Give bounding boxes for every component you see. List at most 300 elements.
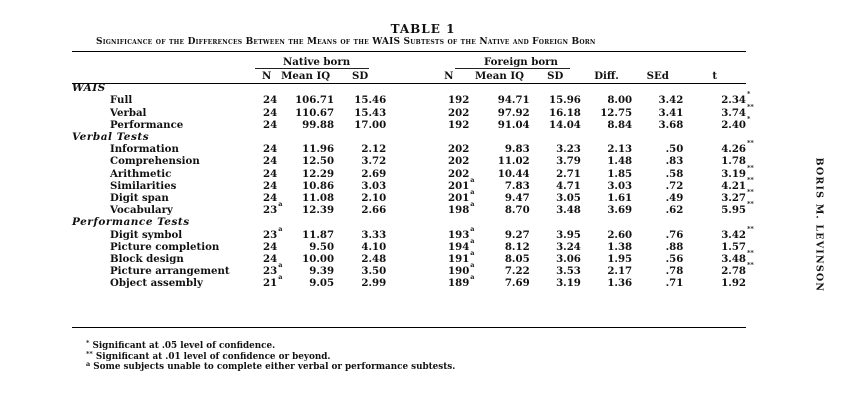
subtest-label <box>72 119 256 131</box>
footnote: $^a$ Some subjects unable to complete either verbal or performance subtests. <box>86 360 456 372</box>
sed-value <box>632 277 683 289</box>
sd-native-text: 2.48 <box>361 253 387 266</box>
running-head-text: BORIS M. LEVINSON <box>813 157 825 293</box>
mean-iq-native-text: 9.05 <box>309 277 335 290</box>
mean-iq-foreign <box>469 168 529 180</box>
n-native-text: 24 <box>263 167 278 180</box>
section-heading-row <box>72 131 746 143</box>
subtest-label-text: Picture completion <box>110 240 220 253</box>
n-foreign-text: 192 <box>448 94 470 107</box>
diff-value <box>581 229 632 241</box>
table-row <box>72 168 746 180</box>
section-heading: Performance Tests <box>72 216 190 229</box>
sed-value <box>632 94 683 106</box>
sed-value <box>632 229 683 241</box>
sd-native-text: 2.99 <box>361 277 387 290</box>
n-native: 23 a <box>263 224 283 241</box>
subtest-label-text: Block design <box>110 253 184 266</box>
n-foreign-text: 201 <box>448 192 470 205</box>
n-native-text: 24 <box>263 143 278 156</box>
footnote: ** Significant at .01 level of confidence or beyond. <box>86 349 331 362</box>
table-title: Significance of the Differences Between the Means of the WAIS Subtests of the Native and Foreign Born <box>96 37 596 47</box>
mean-iq-foreign-text: 11.02 <box>497 155 530 168</box>
t-value-text: 4.26 <box>721 143 746 156</box>
diff-value <box>581 265 632 277</box>
table-row <box>72 265 746 277</box>
sd-foreign <box>530 143 581 155</box>
n-native <box>256 155 277 167</box>
mean-iq-foreign-text: 10.44 <box>497 167 530 180</box>
table-row <box>72 119 746 131</box>
sd-foreign-text: 16.18 <box>548 106 581 119</box>
t-value <box>683 241 746 253</box>
mean-iq-native <box>277 192 334 204</box>
subtest-label <box>72 155 256 167</box>
mean-iq-native <box>277 265 334 277</box>
table-row <box>72 107 746 119</box>
n-native-text: 23 <box>263 204 278 217</box>
n-foreign: 198 a <box>448 200 475 217</box>
sd-foreign <box>530 119 581 131</box>
n-foreign-text: 189 <box>448 277 470 290</box>
diff-value <box>581 143 632 155</box>
t-value-text: 2.40 <box>721 118 746 131</box>
sd-foreign-text: 3.19 <box>556 277 581 290</box>
n-foreign-text: 202 <box>448 106 470 119</box>
table-row <box>72 143 746 155</box>
mean-iq-foreign <box>469 229 529 241</box>
sed-value <box>632 204 683 216</box>
diff-value <box>581 107 632 119</box>
diff-value-text: 3.03 <box>607 179 633 192</box>
n-native: 21 a <box>263 273 283 290</box>
mean-iq-foreign <box>469 180 529 192</box>
mean-iq-native-text: 11.96 <box>302 143 335 156</box>
sd-native-text: 3.50 <box>361 265 387 278</box>
n-foreign-text: 193 <box>448 228 470 241</box>
subtest-label-text: Performance <box>110 118 184 131</box>
sd-foreign-text: 15.96 <box>548 94 581 107</box>
t-value-text: 3.27 <box>721 192 746 205</box>
mean-iq-native <box>277 253 334 265</box>
sd-native-text: 17.00 <box>354 118 387 131</box>
n-native-text: 24 <box>263 240 278 253</box>
mean-iq-native-text: 11.87 <box>302 228 335 241</box>
n-foreign: 194 a <box>448 236 475 253</box>
subtest-label <box>72 168 256 180</box>
mean-iq-foreign <box>469 253 529 265</box>
n-foreign-text: 194 <box>448 240 470 253</box>
n-native-text: 24 <box>263 94 278 107</box>
diff-value-text: 1.48 <box>607 155 633 168</box>
sd-foreign-text: 3.53 <box>556 265 581 278</box>
sd-foreign <box>530 155 581 167</box>
mean-iq-foreign-text: 94.71 <box>497 94 530 107</box>
mean-iq-foreign <box>469 204 529 216</box>
n-native <box>256 192 277 204</box>
n-foreign-text: 190 <box>448 265 470 278</box>
n-foreign <box>428 168 469 180</box>
sd-native <box>334 277 386 289</box>
sd-native <box>334 229 386 241</box>
col-header-sd-native: SD <box>352 70 369 82</box>
t-value-text: 1.92 <box>721 277 746 290</box>
sd-native <box>334 94 386 106</box>
n-native <box>256 94 277 106</box>
diff-value <box>581 253 632 265</box>
sed-value <box>632 180 683 192</box>
mean-iq-foreign-text: 7.83 <box>504 179 530 192</box>
footnotes <box>86 341 455 373</box>
group-foreign-label: Foreign born <box>484 56 558 68</box>
running-head <box>803 157 825 293</box>
sd-foreign <box>530 180 581 192</box>
diff-value <box>581 180 632 192</box>
col-header-t: t <box>712 70 718 82</box>
t-value: 4.26 ** <box>721 139 754 156</box>
sed-value <box>632 192 683 204</box>
sed-value-text: .50 <box>665 143 684 156</box>
sd-foreign <box>530 94 581 106</box>
table-row <box>72 180 746 192</box>
t-value: 3.74 ** <box>721 102 754 119</box>
subtest-label-text: Object assembly <box>110 277 203 290</box>
table-row <box>72 155 746 167</box>
subtest-label <box>72 107 256 119</box>
t-value-text: 1.57 <box>721 240 746 253</box>
sed-value-text: .56 <box>665 253 684 266</box>
sd-native-text: 3.03 <box>361 179 387 192</box>
native-group-rule <box>255 68 369 69</box>
diff-value <box>581 204 632 216</box>
mean-iq-foreign <box>469 119 529 131</box>
subtest-label <box>72 204 256 216</box>
diff-value <box>581 277 632 289</box>
mean-iq-foreign <box>469 94 529 106</box>
wais-table <box>72 70 754 290</box>
n-native: 23 a <box>263 200 283 217</box>
sd-foreign-text: 3.24 <box>556 240 581 253</box>
subtest-label <box>72 241 256 253</box>
sed-value-text: 3.42 <box>658 94 684 107</box>
subtest-label <box>72 229 256 241</box>
table-row <box>72 192 746 204</box>
n-native-text: 24 <box>263 179 278 192</box>
mean-iq-foreign <box>469 107 529 119</box>
t-value-text: 1.78 <box>721 155 746 168</box>
diff-value-text: 12.75 <box>600 106 633 119</box>
n-native-text: 24 <box>263 118 278 131</box>
sd-foreign <box>530 192 581 204</box>
top-rule <box>72 51 746 52</box>
sd-foreign-text: 3.95 <box>556 228 581 241</box>
subtest-label-text: Vocabulary <box>110 204 173 217</box>
n-foreign <box>428 94 469 106</box>
sd-native-text: 2.66 <box>361 204 387 217</box>
n-foreign-text: 192 <box>448 118 470 131</box>
n-foreign: 201 a <box>448 188 475 205</box>
sd-foreign-text: 3.48 <box>556 204 581 217</box>
mean-iq-foreign-text: 9.83 <box>504 143 530 156</box>
sed-value <box>632 265 683 277</box>
sed-value-text: .88 <box>665 240 684 253</box>
mean-iq-foreign-text: 97.92 <box>497 106 530 119</box>
sd-foreign-text: 3.05 <box>556 192 581 205</box>
subtest-label-text: Verbal <box>110 106 147 119</box>
subtest-label <box>72 277 256 289</box>
sd-native <box>334 155 386 167</box>
sd-foreign <box>530 168 581 180</box>
sd-foreign <box>530 204 581 216</box>
sd-native <box>334 253 386 265</box>
sd-foreign-text: 4.71 <box>556 179 581 192</box>
n-foreign: 193 a <box>448 224 475 241</box>
mean-iq-foreign <box>469 155 529 167</box>
mean-iq-foreign-text: 91.04 <box>497 118 530 131</box>
sed-value-text: 3.41 <box>658 106 684 119</box>
mean-iq-native-text: 106.71 <box>295 94 335 107</box>
col-header-diff: Diff. <box>594 70 619 82</box>
sd-foreign <box>530 107 581 119</box>
n-native <box>256 119 277 131</box>
subtest-label <box>72 265 256 277</box>
t-value: 5.95 ** <box>721 200 754 217</box>
group-native-label: Native born <box>283 56 351 68</box>
n-native <box>256 143 277 155</box>
sd-foreign <box>530 229 581 241</box>
subtest-label-text: Digit span <box>110 192 169 205</box>
sed-value <box>632 253 683 265</box>
subtest-label-text: Similarities <box>110 179 177 192</box>
diff-value-text: 8.00 <box>607 94 633 107</box>
subtest-label-text: Arithmetic <box>110 167 172 180</box>
sd-foreign <box>530 253 581 265</box>
sed-value-text: .58 <box>665 167 684 180</box>
mean-iq-native <box>277 229 334 241</box>
n-native: 23 a <box>263 261 283 278</box>
sd-foreign <box>530 277 581 289</box>
n-foreign: 201 a <box>448 175 475 192</box>
n-native-text: 24 <box>263 155 278 168</box>
mean-iq-foreign-text: 9.27 <box>504 228 530 241</box>
mean-iq-native-text: 110.67 <box>295 106 335 119</box>
subtest-label <box>72 143 256 155</box>
sd-native <box>334 265 386 277</box>
sd-native-text: 3.33 <box>361 228 387 241</box>
mean-iq-native-text: 11.08 <box>302 192 335 205</box>
subtest-label-text: Information <box>110 143 179 156</box>
table-row <box>72 94 746 106</box>
sed-value-text: .83 <box>665 155 684 168</box>
col-header-n-foreign: N <box>444 70 454 82</box>
mean-iq-foreign <box>469 277 529 289</box>
t-value-text: 3.42 <box>721 228 746 241</box>
diff-value-text: 2.60 <box>607 228 633 241</box>
header-rule <box>72 83 746 84</box>
n-foreign: 190 a <box>448 261 475 278</box>
subtest-label <box>72 192 256 204</box>
n-foreign-text: 202 <box>448 143 470 156</box>
column-header-row <box>72 70 746 82</box>
section-heading: WAIS <box>72 82 106 95</box>
t-value-text: 4.21 <box>721 179 746 192</box>
mean-iq-foreign <box>469 143 529 155</box>
sd-foreign-text: 2.71 <box>556 167 581 180</box>
sed-value <box>632 107 683 119</box>
diff-value-text: 1.85 <box>607 167 633 180</box>
foreign-group-rule <box>455 68 570 69</box>
sd-foreign-text: 14.04 <box>548 118 581 131</box>
mean-iq-native-text: 12.50 <box>302 155 335 168</box>
diff-value-text: 1.36 <box>607 277 633 290</box>
mean-iq-native <box>277 168 334 180</box>
diff-value <box>581 192 632 204</box>
mean-iq-foreign-text: 7.69 <box>504 277 530 290</box>
sed-value-text: .49 <box>665 192 684 205</box>
diff-value <box>581 94 632 106</box>
mean-iq-foreign-text: 8.12 <box>504 240 530 253</box>
n-native <box>256 253 277 265</box>
mean-iq-native <box>277 119 334 131</box>
sed-value-text: .76 <box>665 228 684 241</box>
mean-iq-native-text: 12.39 <box>302 204 335 217</box>
sd-native <box>334 180 386 192</box>
t-value: 4.21 ** <box>721 175 754 192</box>
sd-native <box>334 143 386 155</box>
sed-value <box>632 168 683 180</box>
mean-iq-foreign-text: 8.70 <box>504 204 530 217</box>
sd-native-text: 3.72 <box>361 155 387 168</box>
subtest-label <box>72 253 256 265</box>
t-value: 3.48 ** <box>721 249 754 266</box>
mean-iq-native-text: 99.88 <box>302 118 335 131</box>
n-native <box>256 180 277 192</box>
section-heading-row <box>72 82 746 94</box>
sed-value-text: .78 <box>665 265 684 278</box>
table-row <box>72 204 746 216</box>
n-native-text: 24 <box>263 253 278 266</box>
diff-value-text: 8.84 <box>607 118 633 131</box>
sd-native <box>334 107 386 119</box>
sd-foreign <box>530 241 581 253</box>
subtest-label-text: Picture arrangement <box>110 265 230 278</box>
mean-iq-foreign <box>469 192 529 204</box>
mean-iq-native <box>277 143 334 155</box>
n-native-text: 24 <box>263 192 278 205</box>
sd-native-text: 2.10 <box>361 192 387 205</box>
subtest-label-text: Digit symbol <box>110 228 183 241</box>
sd-native-text: 2.69 <box>361 167 387 180</box>
t-value-text: 3.19 <box>721 167 746 180</box>
table-row <box>72 229 746 241</box>
mean-iq-foreign-text: 9.47 <box>504 192 530 205</box>
sd-foreign-text: 3.06 <box>556 253 581 266</box>
n-foreign-text: 202 <box>448 167 470 180</box>
sd-native-text: 15.46 <box>354 94 387 107</box>
n-foreign <box>428 155 469 167</box>
n-native-text: 23 <box>263 265 278 278</box>
sd-foreign-text: 3.23 <box>556 143 581 156</box>
sd-native <box>334 204 386 216</box>
t-value: 2.40 * <box>721 114 751 131</box>
sd-native <box>334 241 386 253</box>
n-foreign <box>428 119 469 131</box>
footnote: * Significant at .05 level of confidence. <box>86 339 276 351</box>
sed-value-text: .62 <box>665 204 684 217</box>
sd-native-text: 15.43 <box>354 106 387 119</box>
t-value: 2.34 * <box>721 90 751 107</box>
diff-value <box>581 168 632 180</box>
t-value-text: 3.48 <box>721 253 746 266</box>
mean-iq-foreign <box>469 265 529 277</box>
sed-value <box>632 241 683 253</box>
section-heading-row <box>72 216 746 228</box>
subtest-label <box>72 94 256 106</box>
diff-value-text: 1.95 <box>607 253 633 266</box>
mean-iq-native <box>277 277 334 289</box>
n-native <box>256 168 277 180</box>
mean-iq-native-text: 12.29 <box>302 167 335 180</box>
sd-native <box>334 192 386 204</box>
table-number: TABLE 1 <box>390 22 456 36</box>
mean-iq-native <box>277 204 334 216</box>
sd-native <box>334 119 386 131</box>
n-foreign <box>428 107 469 119</box>
diff-value <box>581 119 632 131</box>
diff-value <box>581 155 632 167</box>
t-value-text: 2.34 <box>721 94 746 107</box>
sd-foreign <box>530 265 581 277</box>
n-foreign-text: 191 <box>448 253 470 266</box>
mean-iq-native <box>277 94 334 106</box>
table-row <box>72 277 746 289</box>
n-foreign: 191 a <box>448 249 475 266</box>
t-value: 3.42 ** <box>721 224 754 241</box>
sd-native-text: 4.10 <box>361 240 387 253</box>
col-header-sd-foreign: SD <box>547 70 564 82</box>
n-foreign: 189 a <box>448 273 475 290</box>
table-row <box>72 241 746 253</box>
diff-value-text: 2.13 <box>607 143 633 156</box>
n-foreign-text: 198 <box>448 204 470 217</box>
t-value: 3.19 ** <box>721 163 754 180</box>
section-heading: Verbal Tests <box>72 131 150 144</box>
subtest-label-text: Comprehension <box>110 155 200 168</box>
sd-native <box>334 168 386 180</box>
sed-value-text: .72 <box>665 179 684 192</box>
t-value-text: 5.95 <box>721 204 746 217</box>
n-native <box>256 107 277 119</box>
sd-foreign-text: 3.79 <box>556 155 581 168</box>
mean-iq-native-text: 10.00 <box>302 253 335 266</box>
mean-iq-foreign-text: 7.22 <box>504 265 530 278</box>
t-value <box>683 155 746 167</box>
col-header-meaniq-native: Mean IQ <box>281 70 331 82</box>
t-value-text: 2.78 <box>721 265 746 278</box>
diff-value-text: 1.61 <box>607 192 633 205</box>
diff-value-text: 3.69 <box>607 204 633 217</box>
table-row <box>72 253 746 265</box>
mean-iq-native <box>277 180 334 192</box>
sed-value-text: .71 <box>665 277 684 290</box>
t-value-text: 3.74 <box>721 106 746 119</box>
n-native-text: 24 <box>263 106 278 119</box>
mean-iq-native <box>277 155 334 167</box>
diff-value-text: 2.17 <box>607 265 633 278</box>
sd-native-text: 2.12 <box>361 143 387 156</box>
diff-value-text: 1.38 <box>607 240 633 253</box>
bottom-rule <box>72 327 746 328</box>
